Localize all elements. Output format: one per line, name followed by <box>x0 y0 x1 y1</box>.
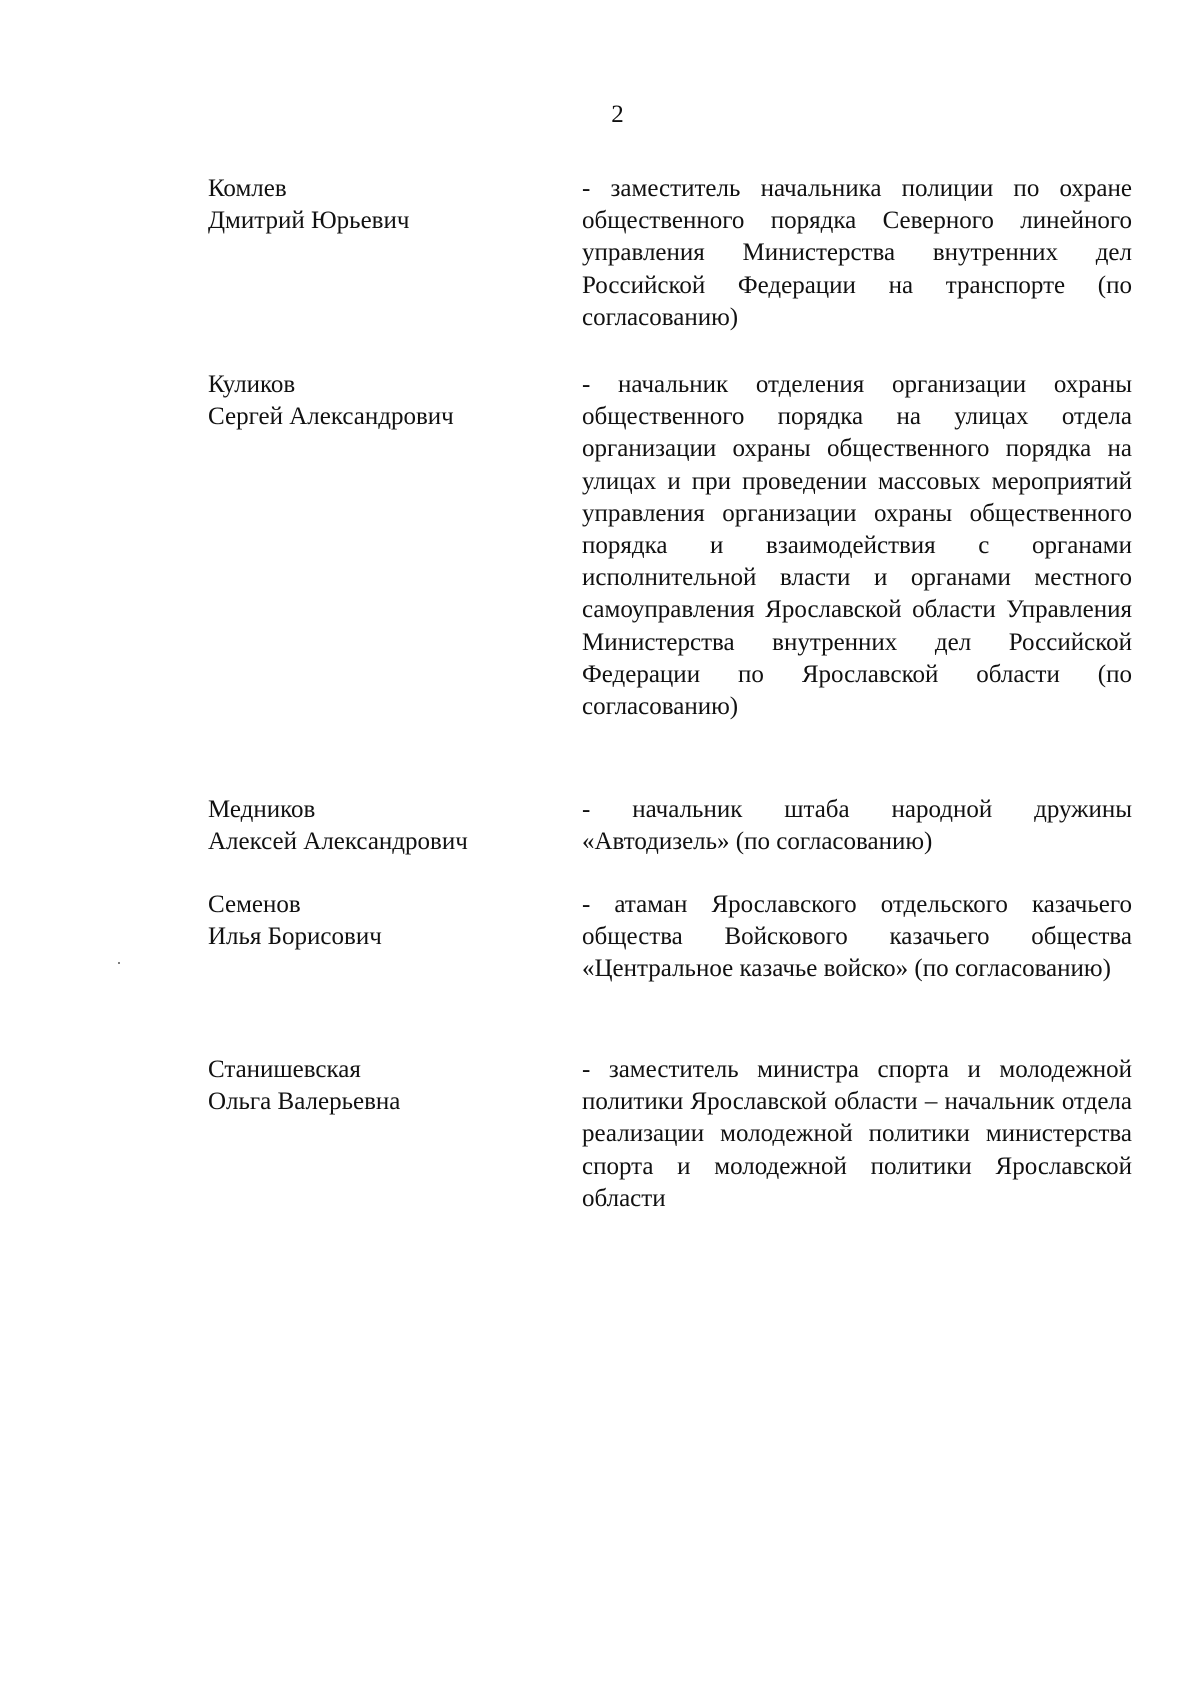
member-given-names: Илья Борисович <box>208 923 382 950</box>
member-position: - начальник отделения организации охраны общественного порядка на улицах отдела организации охраны общественного порядка на улицах и при проведении массовых мероприятий управления организации охраны общественного порядка и взаимодействия с органами исполнительной власти и органами местного самоуправления Ярославской области Управления Министерства внутренних дел Российской Федерации по Ярославской области (по согласованию) <box>582 371 1132 721</box>
member-given-names: Ольга Валерьевна <box>208 1088 401 1115</box>
member-position: - атаман Ярославского отдельского казачьего общества Войскового казачьего общества «Центральное казачье войско» (по согласованию) <box>582 891 1132 983</box>
member-position: - заместитель министра спорта и молодежной политики Ярославской области – начальник отдела реализации молодежной политики министерства спорта и молодежной политики Ярославской области <box>582 1056 1132 1212</box>
member-name <box>208 794 548 858</box>
member-surname: Семенов <box>208 891 301 918</box>
member-given-names: Алексей Александрович <box>208 828 468 855</box>
member-surname: Комлев <box>208 175 287 202</box>
member-name <box>208 889 548 953</box>
member-name <box>208 173 548 237</box>
member-surname: Медников <box>208 796 316 823</box>
member-name <box>208 369 548 433</box>
page-number: 2 <box>611 101 624 128</box>
member-name <box>208 1054 548 1118</box>
member-position: - заместитель начальника полиции по охране общественного порядка Северного линейного управления Министерства внутренних дел Российской Федерации на транспорте (по согласованию) <box>582 175 1132 331</box>
member-surname: Станишевская <box>208 1056 361 1083</box>
member-given-names: Дмитрий Юрьевич <box>208 207 410 234</box>
member-surname: Куликов <box>208 371 296 398</box>
member-given-names: Сергей Александрович <box>208 403 454 430</box>
scan-speck <box>118 962 120 964</box>
member-position: - начальник штаба народной дружины «Автодизель» (по согласованию) <box>582 796 1132 856</box>
